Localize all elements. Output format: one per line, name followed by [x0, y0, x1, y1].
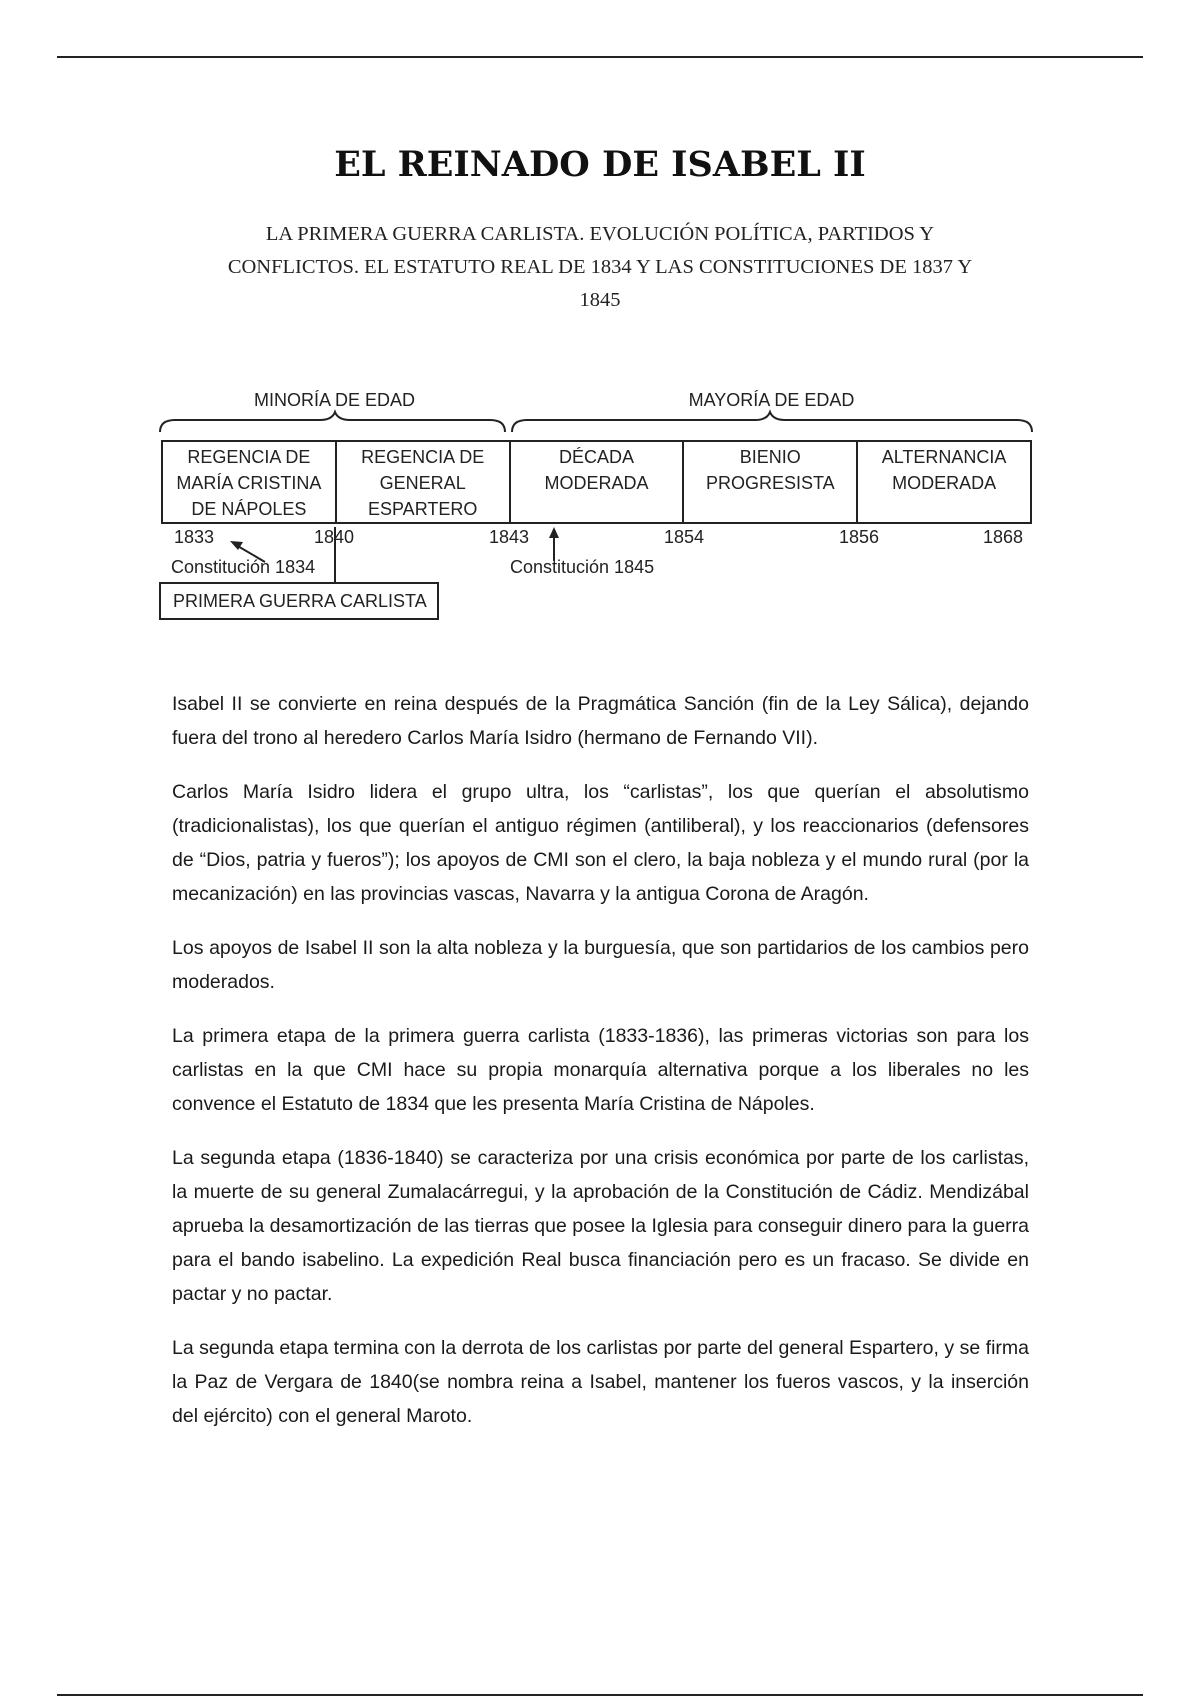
- year-label: 1843: [488, 527, 530, 547]
- paragraph: La segunda etapa (1836-1840) se caracteriza por una crisis económica por parte de los carlistas, la muerte de su general Zumalacárregui, y la aprobación de la Constitución de Cádiz. Mendizábal aprueba la desamortización de las tierras que posee la Iglesia para conseguir dinero para la guerra para el bando isabelino. La expedición Real busca financiación pero es un fracaso. Se divide en pactar y no pactar.: [172, 1147, 1029, 1305]
- year-label: 1833: [173, 527, 215, 547]
- brace-minoria: [160, 412, 505, 432]
- body-text: [172, 687, 1029, 1453]
- period-line: MARÍA CRISTINA: [176, 473, 322, 493]
- paragraph: La primera etapa de la primera guerra carlista (1833-1836), las primeras victorias son para los carlistas en la que CMI hace su propia monarquía alternativa porque a los liberales no les convence el Estatuto de 1834 que les presenta María Cristina de Nápoles.: [172, 1025, 1029, 1115]
- period-line: MODERADA: [892, 473, 997, 493]
- year-label: 1856: [838, 527, 880, 547]
- period-line: DE NÁPOLES: [191, 499, 307, 519]
- timeline-periods: [161, 440, 1032, 524]
- paragraph: La segunda etapa termina con la derrota de los carlistas por parte del general Espartero, y se firma la Paz de Vergara de 1840(se nombra reina a Isabel, mantener los fueros vascos, y la inserción del ejército) con el general Maroto.: [172, 1337, 1029, 1427]
- period-decada-moderada: [511, 442, 685, 522]
- brace-label-minoria: MINORÍA DE EDAD: [253, 390, 416, 410]
- brace-label-mayoria: MAYORÍA DE EDAD: [688, 390, 855, 410]
- period-line: GENERAL: [379, 473, 466, 493]
- period-line: DÉCADA: [558, 447, 634, 467]
- period-line: PROGRESISTA: [705, 473, 835, 493]
- paragraph: Carlos María Isidro lidera el grupo ultra, los “carlistas”, los que querían el absolutismo (tradicionalistas), los que querían el antiguo régimen (antiliberal), y los reaccionarios (defensores de “Dios, patria y fueros”); los apoyos de CMI son el clero, la baja nobleza y el mundo rural (por la mecanización) en las provincias vascas, Navarra y la antigua Corona de Aragón.: [172, 781, 1029, 905]
- arrow-constitucion-1845-head: [549, 527, 559, 538]
- period-alternancia-moderada: [858, 442, 1030, 522]
- period-line: MODERADA: [544, 473, 649, 493]
- subtitle-line: CONFLICTOS. EL ESTATUTO REAL DE 1834 Y LAS CONSTITUCIONES DE 1837 Y: [227, 256, 973, 278]
- period-line: REGENCIA DE: [361, 447, 485, 467]
- subtitle-line: LA PRIMERA GUERRA CARLISTA. EVOLUCIÓN POLÍTICA, PARTIDOS Y: [265, 223, 935, 245]
- constitucion-1834-label: Constitución 1834: [171, 557, 316, 577]
- period-line: ALTERNANCIA: [881, 447, 1007, 467]
- period-line: ESPARTERO: [368, 499, 478, 519]
- period-regencia-espartero: [337, 442, 511, 522]
- footer-rule: [57, 1694, 1143, 1696]
- paragraph: Los apoyos de Isabel II son la alta nobleza y la burguesía, que son partidarios de los cambios pero moderados.: [172, 937, 1029, 993]
- year-label: 1868: [982, 527, 1024, 547]
- year-label: 1840: [313, 527, 355, 547]
- page-title: EL REINADO DE ISABEL II: [334, 144, 866, 185]
- paragraph: Isabel II se convierte en reina después de la Pragmática Sanción (fin de la Ley Sálica), dejando fuera del trono al heredero Carlos María Isidro (hermano de Fernando VII).: [172, 693, 1029, 749]
- year-label: 1854: [663, 527, 705, 547]
- primera-guerra-carlista-box: PRIMERA GUERRA CARLISTA: [159, 582, 439, 620]
- constitucion-1845-label: Constitución 1845: [510, 557, 655, 577]
- period-line: BIENIO: [739, 447, 801, 467]
- brace-mayoria: [512, 412, 1032, 432]
- subtitle-line: 1845: [579, 289, 621, 311]
- period-bienio-progresista: [684, 442, 858, 522]
- period-regencia-maria-cristina: [163, 442, 337, 522]
- period-line: REGENCIA DE: [187, 447, 311, 467]
